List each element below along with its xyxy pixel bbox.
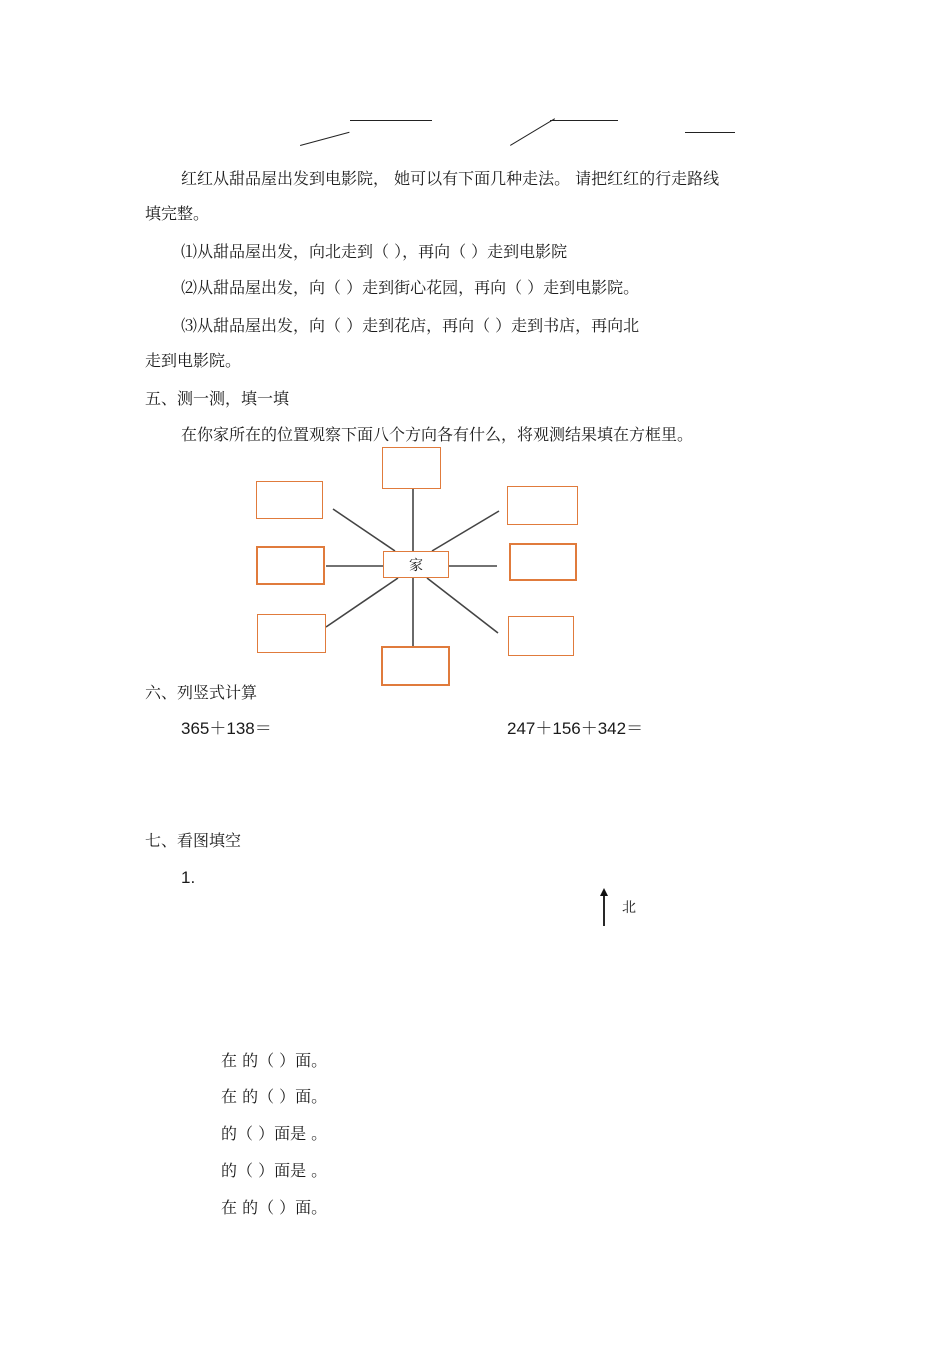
route-option-2: ⑵从甜品屋出发，向（ ）走到街心花园，再向（ ）走到电影院。 [181, 278, 640, 297]
item-number: 1. [181, 868, 196, 887]
section5-instruction: 在你家所在的位置观察下面八个方向各有什么，将观测结果填在方框里。 [181, 425, 694, 444]
direction-box-northeast[interactable] [507, 486, 578, 525]
direction-box-north[interactable] [382, 447, 441, 489]
route-option-3-line2: 走到电影院。 [145, 351, 242, 370]
direction-box-southwest[interactable] [257, 614, 326, 653]
direction-box-west[interactable] [256, 546, 325, 585]
direction-box-southeast[interactable] [508, 616, 574, 656]
home-label: 家 [409, 557, 423, 574]
direction-box-east[interactable] [509, 543, 577, 581]
direction-box-south[interactable] [381, 646, 450, 686]
blank-line-1: 在 的（ ）面。 [221, 1051, 328, 1070]
north-label: 北 [622, 900, 636, 916]
route-option-1: ⑴从甜品屋出发，向北走到（ ），再向（ ）走到电影院 [181, 242, 568, 261]
problem-2: 247＋156＋342＝ [507, 719, 644, 738]
route-intro-line1: 红红从甜品屋出发到电影院， 她可以有下面几种走法。 请把红红的行走路线 [181, 169, 720, 188]
route-intro-line2: 填完整。 [145, 204, 210, 223]
section7-heading: 七、看图填空 [145, 831, 242, 850]
blank-line-3: 的（ ）面是 。 [221, 1124, 328, 1143]
direction-box-northwest[interactable] [256, 481, 323, 519]
home-center-box [383, 551, 449, 578]
section5-heading: 五、测一测，填一填 [145, 389, 290, 408]
north-arrow-icon [598, 888, 610, 928]
blank-line-4: 的（ ）面是 。 [221, 1161, 328, 1180]
problem-1: 365＋138＝ [181, 719, 272, 738]
route-option-3-line1: ⑶从甜品屋出发，向（ ）走到花店，再向（ ）走到书店，再向北 [181, 316, 640, 335]
blank-line-5: 在 的（ ）面。 [221, 1198, 328, 1217]
section6-heading: 六、列竖式计算 [145, 683, 258, 702]
blank-line-2: 在 的（ ）面。 [221, 1087, 328, 1106]
